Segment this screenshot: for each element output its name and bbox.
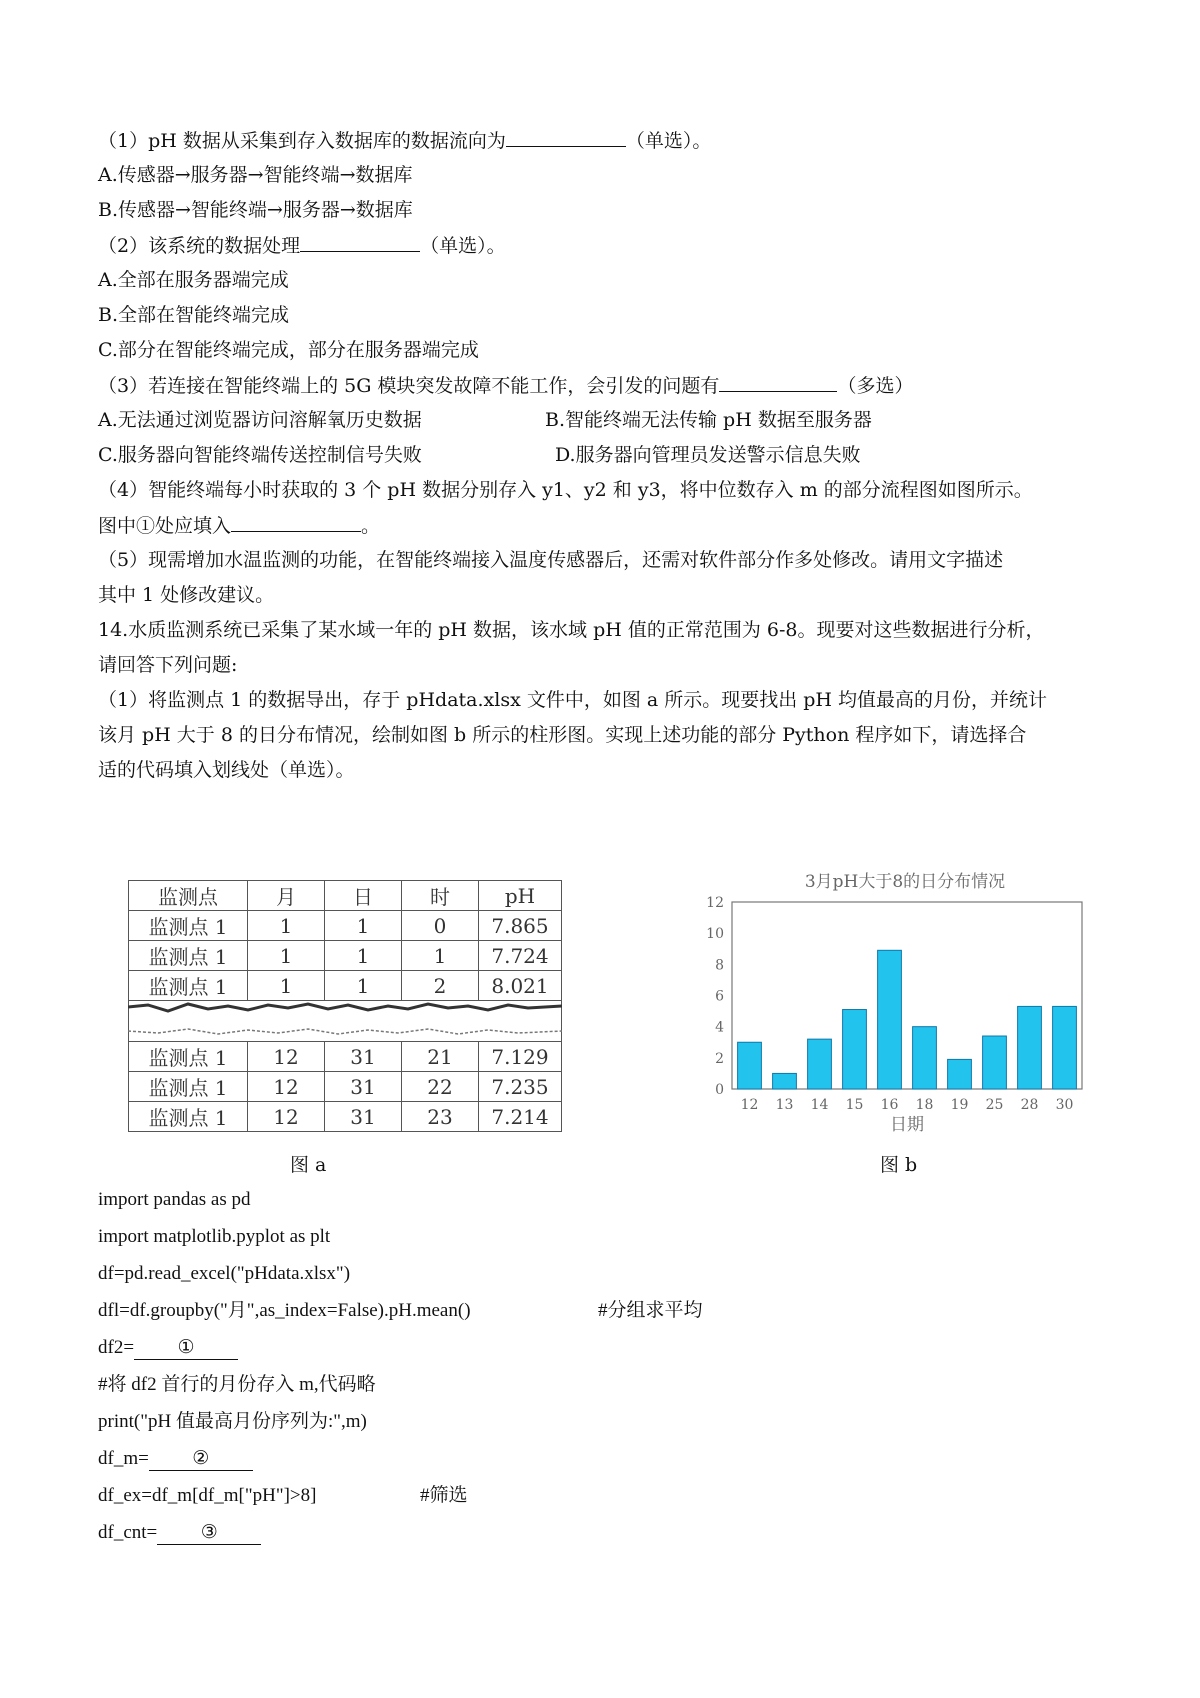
table-cell: 0: [402, 911, 479, 941]
code-line-7: print("pH 值最高月份序列为:",m): [98, 1411, 367, 1432]
q14-1-line2: 该月 pH 大于 8 的日分布情况，绘制如图 b 所示的柱形图。实现上述功能的部分 Python 程序如下，请选择合: [98, 724, 1027, 746]
q4-answer-blank[interactable]: [231, 513, 361, 532]
table-cell: 1: [248, 971, 325, 1001]
code-blank-1[interactable]: ①: [134, 1337, 238, 1360]
q2-option-c: C.部分在智能终端完成，部分在服务器端完成: [98, 339, 479, 361]
table-cell: 7.214: [479, 1102, 562, 1132]
table-cell: 监测点 1: [129, 1072, 248, 1102]
table-cell: 1: [402, 941, 479, 971]
table-row: [129, 911, 562, 941]
q3-label: （3）若连接在智能终端上的 5G 模块突发故障不能工作，会引发的问题有: [98, 375, 720, 397]
figure-b-bar-chart: [690, 862, 1090, 1132]
code-line-6: #将 df2 首行的月份存入 m,代码略: [98, 1374, 376, 1395]
q2-option-a: A.全部在服务器端完成: [98, 269, 289, 291]
y-tick-label: 4: [715, 1019, 724, 1036]
y-tick-label: 8: [715, 957, 724, 974]
table-cell: 7.129: [479, 1042, 562, 1072]
code-line-2: import matplotlib.pyplot as plt: [98, 1226, 331, 1247]
table-cell: 1: [248, 911, 325, 941]
x-tick-label: 28: [1020, 1097, 1039, 1113]
table-cell: 1: [325, 971, 402, 1001]
table-row: [129, 1102, 562, 1132]
table-header-cell: 日: [325, 881, 402, 911]
q3-option-c: C.服务器向智能终端传送控制信号失败: [98, 444, 422, 466]
code-line-9: [98, 1484, 468, 1508]
ph-data-table-top: [128, 880, 562, 1001]
q1-option-a: A.传感器→服务器→智能终端→数据库: [98, 164, 413, 186]
q14-line1: 14.水质监测系统已采集了某水域一年的 pH 数据，该水域 pH 值的正常范围为 6-8。现要对这些数据进行分析，: [98, 619, 1045, 641]
table-row: [129, 971, 562, 1001]
bar: [878, 950, 902, 1089]
x-tick-label: 16: [880, 1097, 899, 1113]
code-comment-mean: #分组求平均: [598, 1300, 703, 1321]
q3-line: [98, 373, 913, 398]
table-cell: 12: [248, 1102, 325, 1132]
code-line-8: [98, 1447, 253, 1471]
q2-line: [98, 233, 506, 258]
table-cell: 31: [325, 1102, 402, 1132]
table-cell: 1: [325, 911, 402, 941]
y-tick-label: 6: [715, 988, 724, 1005]
code-line-5: [98, 1336, 238, 1360]
table-cell: 监测点 1: [129, 941, 248, 971]
bar: [1053, 1006, 1077, 1089]
q14-1-line1: （1）将监测点 1 的数据导出，存于 pHdata.xlsx 文件中，如图 a 所示。现要找出 pH 均值最高的月份，并统计: [98, 689, 1048, 711]
bar: [1018, 1006, 1042, 1089]
ph-data-table-bottom: [128, 1041, 562, 1132]
x-tick-label: 18: [915, 1097, 934, 1113]
q2-suffix: （单选）。: [420, 235, 506, 257]
table-cell: 7.235: [479, 1072, 562, 1102]
q1-line: [98, 128, 711, 153]
q2-option-b: B.全部在智能终端完成: [98, 304, 290, 326]
q3-option-a: A.无法通过浏览器访问溶解氧历史数据: [98, 409, 422, 431]
table-header-cell: 监测点: [129, 881, 248, 911]
code-line-3: df=pd.read_excel("pHdata.xlsx"): [98, 1263, 351, 1284]
code-groupby: dfl=df.groupby("月",as_index=False).pH.mean(): [98, 1300, 471, 1321]
figure-a-caption: 图 a: [290, 1154, 327, 1176]
bar: [843, 1010, 867, 1089]
q4-line1: （4）智能终端每小时获取的 3 个 pH 数据分别存入 y1、y2 和 y3，将中位数存入 m 的部分流程图如图所示。: [98, 479, 1033, 501]
table-cell: 22: [402, 1072, 479, 1102]
x-tick-label: 13: [775, 1097, 794, 1113]
code-df-ex: df_ex=df_m[df_m["pH"]>8]: [98, 1485, 317, 1506]
table-cell: 7.865: [479, 911, 562, 941]
bar: [913, 1027, 937, 1089]
q3-option-d: D.服务器向管理员发送警示信息失败: [555, 444, 861, 466]
q5-line2: 其中 1 处修改建议。: [98, 584, 275, 606]
code-df2: df2=: [98, 1337, 135, 1358]
x-tick-label: 12: [740, 1097, 759, 1113]
table-cell: 7.724: [479, 941, 562, 971]
table-header-cell: 月: [248, 881, 325, 911]
x-tick-label: 19: [950, 1097, 969, 1113]
q1-option-b: B.传感器→智能终端→服务器→数据库: [98, 199, 413, 221]
chart-xlabel: 日期: [890, 1115, 924, 1132]
x-tick-label: 15: [845, 1097, 864, 1113]
q4-label: 图中①处应填入: [98, 515, 232, 537]
code-blank-2[interactable]: ②: [149, 1448, 253, 1471]
bar: [948, 1059, 972, 1089]
bar: [738, 1042, 762, 1089]
torn-edge-graphic: [128, 1001, 562, 1041]
q4-line2: [98, 513, 380, 538]
q1-suffix: （单选）。: [625, 130, 712, 152]
table-cell: 2: [402, 971, 479, 1001]
code-df-m: df_m=: [98, 1448, 149, 1469]
table-cell: 监测点 1: [129, 971, 248, 1001]
bar: [808, 1039, 832, 1089]
table-row: [129, 941, 562, 971]
q14-1-line3: 适的代码填入划线处（单选）。: [98, 759, 355, 781]
figure-b-caption: 图 b: [880, 1154, 918, 1176]
q14-line2: 请回答下列问题:: [98, 654, 238, 676]
table-cell: 1: [248, 941, 325, 971]
table-cell: 12: [248, 1042, 325, 1072]
y-tick-label: 2: [715, 1050, 724, 1067]
table-row: [129, 1042, 562, 1072]
table-cell: 21: [402, 1042, 479, 1072]
table-cell: 监测点 1: [129, 1102, 248, 1132]
code-blank-3[interactable]: ③: [157, 1522, 261, 1545]
q3-answer-blank[interactable]: [719, 373, 837, 392]
table-header-cell: pH: [479, 881, 562, 911]
x-tick-label: 25: [985, 1097, 1004, 1113]
q2-answer-blank[interactable]: [300, 233, 420, 252]
table-tear-divider: [128, 1001, 562, 1041]
y-tick-label: 10: [706, 926, 724, 943]
table-cell: 8.021: [479, 971, 562, 1001]
code-line-10: [98, 1521, 261, 1545]
x-tick-label: 14: [810, 1097, 829, 1113]
code-comment-filter: #筛选: [420, 1485, 468, 1506]
y-tick-label: 0: [715, 1082, 724, 1098]
table-row: [129, 1072, 562, 1102]
table-cell: 23: [402, 1102, 479, 1132]
table-cell: 1: [325, 941, 402, 971]
table-cell: 31: [325, 1072, 402, 1102]
q3-suffix: （多选）: [837, 375, 914, 397]
table-cell: 12: [248, 1072, 325, 1102]
q2-label: （2）该系统的数据处理: [98, 235, 301, 257]
q1-label: （1）pH 数据从采集到存入数据库的数据流向为: [98, 130, 506, 152]
code-df-cnt: df_cnt=: [98, 1522, 158, 1543]
code-line-1: import pandas as pd: [98, 1189, 251, 1210]
figure-a-table: [128, 880, 562, 1130]
q3-option-b: B.智能终端无法传输 pH 数据至服务器: [545, 409, 872, 431]
bar: [773, 1073, 797, 1089]
q5-line1: （5）现需增加水温监测的功能，在智能终端接入温度传感器后，还需对软件部分作多处修改。请用文字描述: [98, 549, 1004, 571]
q4-suffix: 。: [361, 515, 381, 537]
chart-title: 3月pH大于8的日分布情况: [804, 872, 1006, 892]
x-tick-label: 30: [1055, 1097, 1074, 1113]
table-cell: 监测点 1: [129, 1042, 248, 1072]
table-header-row: [129, 881, 562, 911]
code-line-4: [98, 1299, 703, 1323]
y-tick-label: 12: [706, 895, 724, 911]
table-header-cell: 时: [402, 881, 479, 911]
bar: [983, 1036, 1007, 1089]
table-cell: 监测点 1: [129, 911, 248, 941]
table-cell: 31: [325, 1042, 402, 1072]
q1-answer-blank[interactable]: [506, 128, 626, 147]
